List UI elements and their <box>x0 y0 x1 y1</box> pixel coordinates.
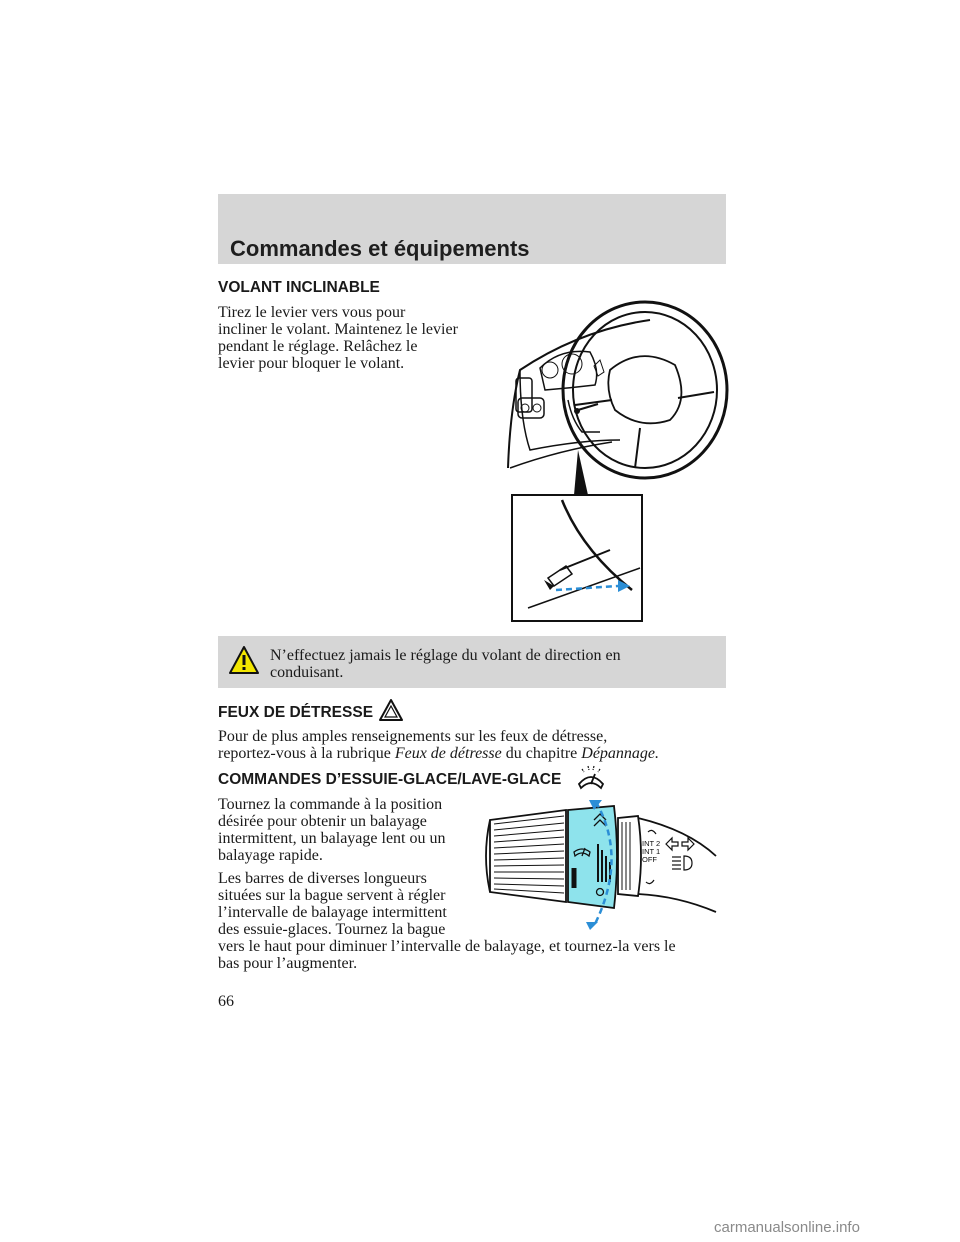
wiper-line: des essuie-glaces. Tournez la bague <box>218 921 446 938</box>
wiper-line: désirée pour obtenir un balayage <box>218 813 427 830</box>
wiper-line: bas pour l’augmenter. <box>218 955 358 972</box>
hazard-line <box>218 745 659 762</box>
tilt-line: Tirez le levier vers vous pour <box>218 304 406 321</box>
hazard-heading: FEUX DE DÉTRESSE <box>218 704 374 721</box>
tilt-line: incliner le volant. Maintenez le levier <box>218 321 458 338</box>
hazard-paragraph <box>218 728 659 762</box>
warning-line: N’effectuez jamais le réglage du volant de direction en <box>270 647 621 664</box>
tilt-heading: VOLANT INCLINABLE <box>218 279 380 296</box>
stalk-label-int2: INT 2 <box>642 839 661 848</box>
tilt-paragraph <box>218 304 458 372</box>
page-title: Commandes et équipements <box>230 236 530 261</box>
tilt-line: levier pour bloquer le volant. <box>218 355 405 372</box>
hazard-chapter-ref: Dépannage. <box>581 745 660 762</box>
hazard-line: Pour de plus amples renseignements sur les feux de détresse, <box>218 728 608 745</box>
wiper-line: vers le haut pour diminuer l’intervalle de balayage, et tournez-la vers le <box>218 938 676 955</box>
page-number: 66 <box>218 993 234 1010</box>
hazard-triangle-icon <box>378 698 404 722</box>
warning-line: conduisant. <box>270 664 344 681</box>
wiper-line: situées sur la bague servent à régler <box>218 887 446 904</box>
wiper-paragraph-1 <box>218 796 446 864</box>
wiper-line: balayage rapide. <box>218 847 323 864</box>
steering-wheel-illustration <box>500 290 730 630</box>
wiper-line: l’intervalle de balayage intermittent <box>218 904 447 921</box>
tilt-line: pendant le réglage. Relâchez le <box>218 338 418 355</box>
stalk-label-int1: INT 1 <box>642 847 661 856</box>
wiper-stalk-illustration <box>478 800 726 930</box>
stalk-label-off: OFF <box>642 855 657 864</box>
watermark: carmanualsonline.info <box>714 1219 860 1236</box>
warning-text <box>270 647 621 681</box>
warning-icon <box>228 645 260 675</box>
wiper-line: intermittent, un balayage lent ou un <box>218 830 446 847</box>
wiper-icon <box>576 764 606 792</box>
hazard-chapter-ref: Feux de détresse <box>394 745 502 762</box>
hazard-text: reportez-vous à la rubrique <box>218 745 391 762</box>
hazard-text: du chapitre <box>505 745 578 762</box>
wiper-heading: COMMANDES D’ESSUIE-GLACE/LAVE-GLACE <box>218 771 562 788</box>
wiper-line: Tournez la commande à la position <box>218 796 443 813</box>
wiper-line: Les barres de diverses longueurs <box>218 870 427 887</box>
